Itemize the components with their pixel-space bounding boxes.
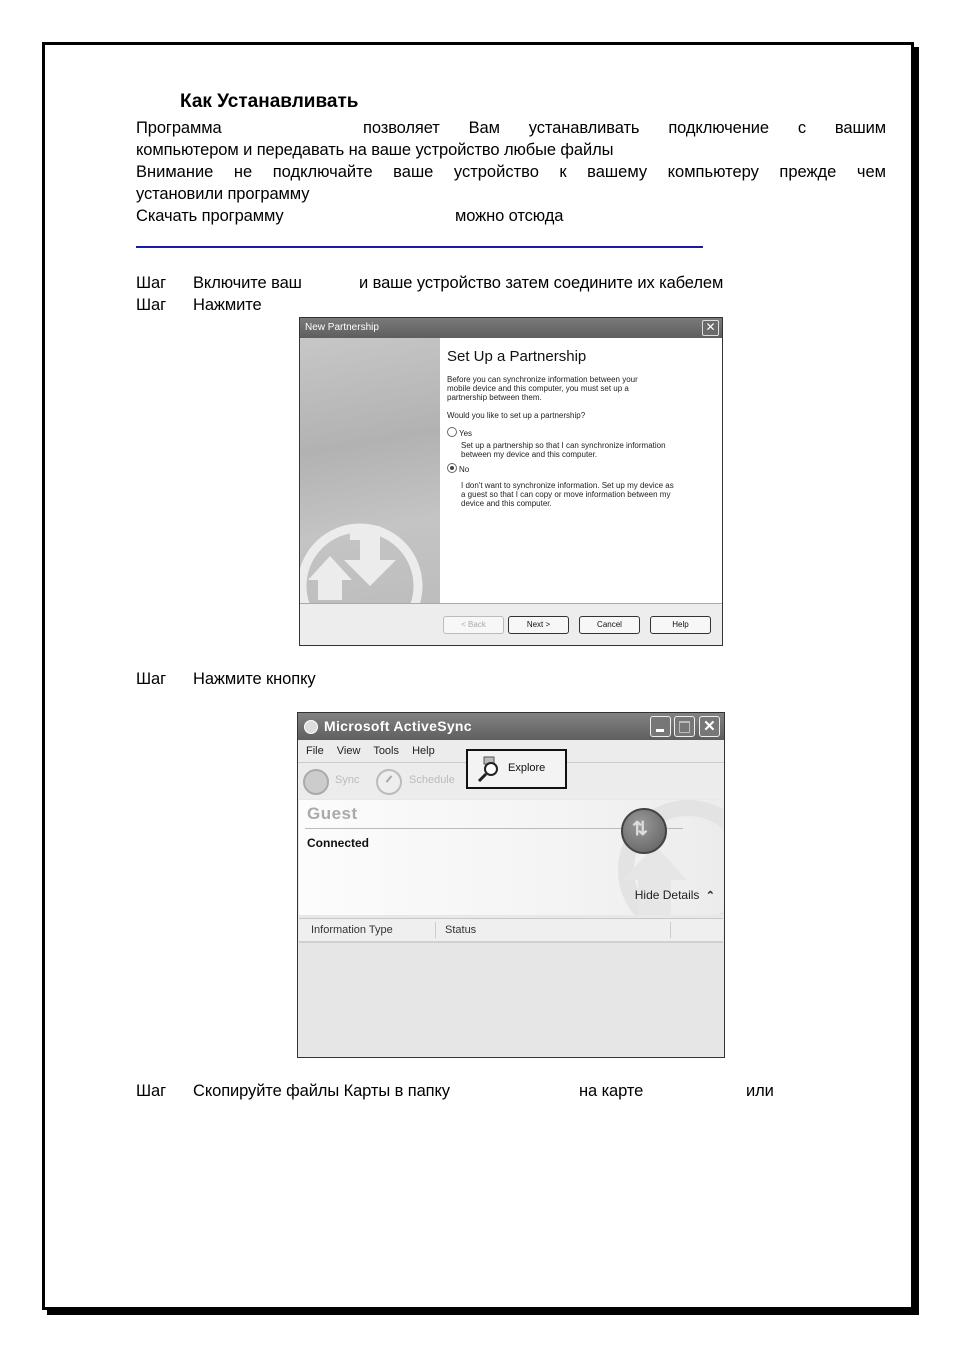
para1-line2: компьютером и передавать на ваше устройство любые файлы — [136, 141, 614, 159]
step3-text: Нажмите кнопку — [193, 670, 316, 688]
table-body — [299, 943, 723, 1056]
option-no-label: No — [459, 465, 470, 474]
close-icon[interactable]: ✕ — [699, 716, 720, 737]
step4-label: Шаг — [136, 1082, 167, 1100]
activesync-window — [297, 712, 725, 1058]
warning-line1: Внимание не подключайте ваше устройство к вашему компьютеру прежде чем — [136, 163, 886, 181]
maximize-icon[interactable] — [674, 716, 695, 737]
sync-graphic-panel — [300, 338, 440, 604]
hide-details-link[interactable] — [635, 888, 715, 902]
close-icon[interactable]: ✕ — [702, 320, 719, 336]
column-status[interactable]: Status — [445, 924, 477, 936]
dialog-intro: Before you can synchronize information between your mobile device and this computer, you must set up a partnership between them. — [447, 375, 638, 402]
dialog-footer — [300, 603, 722, 645]
dialog-content — [447, 338, 716, 508]
explore-magnifier-icon — [476, 756, 502, 782]
hide-details-label: Hide Details — [634, 888, 700, 902]
option-no-description: I don't want to synchronize information. Set up my device as a guest so that I can copy or move information between my device and this computer. — [461, 481, 674, 508]
menu-tools[interactable]: Tools — [373, 745, 399, 757]
step2-label: Шаг — [136, 296, 167, 314]
sync-status-icon[interactable]: ⇅ — [621, 808, 667, 854]
back-button[interactable]: < Back — [443, 616, 504, 634]
menu-help[interactable]: Help — [412, 745, 435, 757]
page-frame — [42, 42, 914, 1310]
step4-text-a: Скопируйте файлы Карты в папку — [193, 1082, 450, 1100]
window-title: Microsoft ActiveSync — [324, 718, 472, 734]
menu-view[interactable]: View — [336, 745, 361, 757]
column-information-type[interactable]: Information Type — [311, 924, 393, 936]
device-name: Guest — [307, 804, 358, 823]
download-link[interactable] — [136, 246, 703, 248]
next-button[interactable]: Next > — [508, 616, 569, 634]
step4-text-c: или — [746, 1082, 774, 1100]
minimize-icon[interactable] — [650, 716, 671, 737]
dialog-title: New Partnership — [305, 322, 379, 333]
para1-word1: Программа — [136, 119, 222, 137]
window-titlebar — [298, 713, 724, 740]
connection-status: Connected — [307, 836, 370, 850]
radio-yes[interactable] — [447, 427, 457, 437]
download-text-b: можно отсюда — [455, 207, 564, 225]
dialog-titlebar — [300, 318, 722, 338]
step4-text-b: на карте — [579, 1082, 644, 1100]
option-yes-label: Yes — [459, 429, 473, 438]
warning-line2: установили программу — [136, 185, 310, 203]
activesync-logo-icon — [300, 338, 440, 604]
activesync-app-icon — [304, 720, 318, 734]
step1-text-b: и ваше устройство затем соедините их кабелем — [359, 274, 724, 292]
chevron-double-up-icon: ⌃ — [705, 890, 715, 902]
para1-rest: позволяет Вам устанавливать подключение с вашим — [363, 119, 886, 137]
step2-text: Нажмите — [193, 296, 262, 314]
step3-label: Шаг — [136, 670, 167, 688]
table-header — [299, 918, 723, 943]
help-button[interactable]: Help — [650, 616, 711, 634]
explore-label: Explore — [508, 762, 546, 774]
dialog-heading: Set Up a Partnership — [447, 348, 587, 365]
explore-button[interactable] — [466, 749, 567, 789]
menu-file[interactable]: File — [306, 745, 324, 757]
radio-no[interactable] — [447, 463, 457, 473]
step1-text-a: Включите ваш — [193, 274, 302, 292]
sync-button[interactable]: Sync — [335, 774, 360, 786]
schedule-icon — [376, 769, 402, 795]
dialog-question: Would you like to set up a partnership? — [447, 411, 586, 420]
step1-label: Шаг — [136, 274, 167, 292]
option-yes-description: Set up a partnership so that I can synchronize information between my device and this computer. — [461, 441, 666, 459]
schedule-button[interactable]: Schedule — [409, 774, 455, 786]
toolbar — [298, 762, 724, 799]
status-panel — [299, 800, 723, 915]
option-yes[interactable] — [447, 427, 716, 438]
new-partnership-dialog — [299, 317, 723, 646]
download-text-a: Скачать программу — [136, 207, 284, 225]
cancel-button[interactable]: Cancel — [579, 616, 640, 634]
sync-icon — [303, 769, 329, 795]
page-title: Как Устанавливать — [180, 91, 359, 112]
option-no[interactable] — [447, 463, 716, 474]
